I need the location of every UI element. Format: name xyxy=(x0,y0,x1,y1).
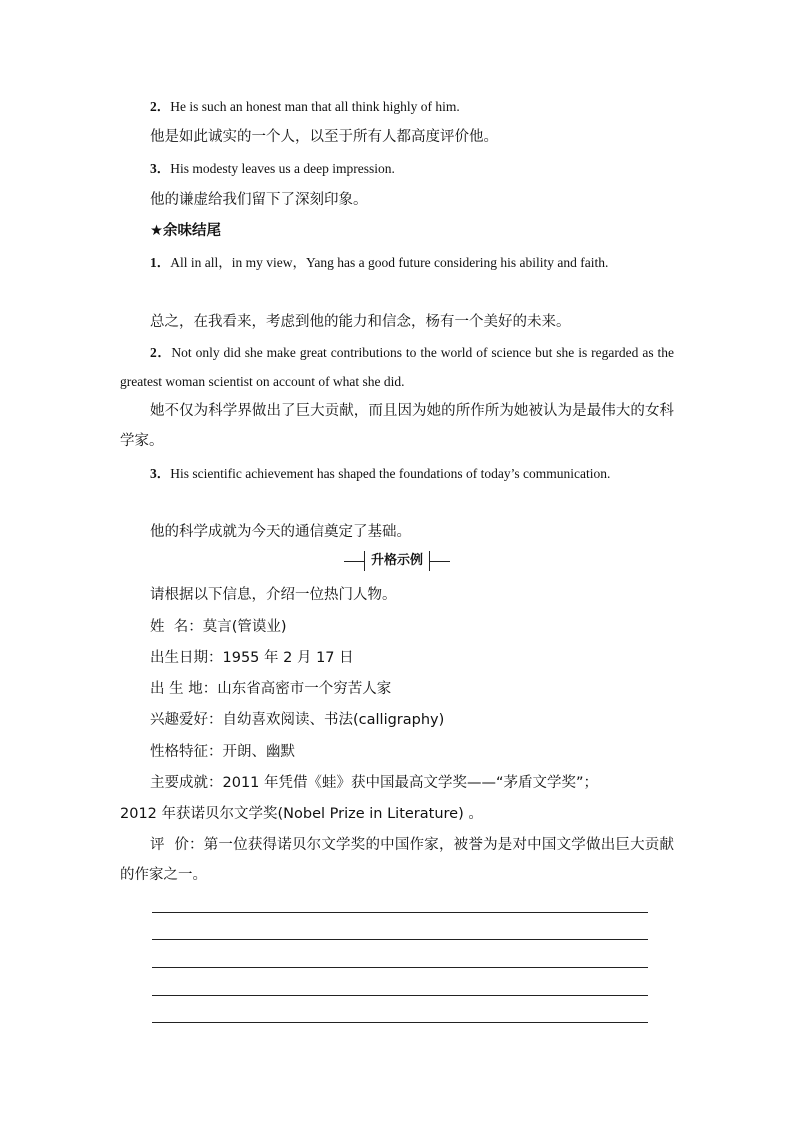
section-heading-ending: ★余味结尾 xyxy=(150,223,221,239)
info-birthplace: 出 生 地：山东省高密市一个穷苦人家 xyxy=(150,681,392,697)
writing-line[interactable] xyxy=(152,995,648,996)
ending-en-2 xyxy=(120,338,674,396)
level-up-example-banner xyxy=(344,550,450,572)
ending-en-1 xyxy=(120,248,674,277)
sentence-text: He is such an honest man that all think highly of him. xyxy=(170,99,460,114)
writing-line[interactable] xyxy=(152,912,648,913)
writing-line[interactable] xyxy=(152,1022,648,1023)
sentence-number: 3． xyxy=(150,161,171,176)
sentence-text: His modesty leaves us a deep impression. xyxy=(170,161,395,176)
sentence-number: 3． xyxy=(150,466,171,481)
info-achievement-line1: 主要成就：2011 年凭借《蛙》获中国最高文学奖——“茅盾文学奖”； xyxy=(150,775,599,791)
sentence-text: All in all，in my view，Yang has a good future considering his ability and faith. xyxy=(170,255,609,270)
banner-label: 升格示例 xyxy=(364,551,430,571)
info-hobbies: 兴趣爱好：自幼喜欢阅读、书法(calligraphy) xyxy=(150,712,445,728)
writing-line[interactable] xyxy=(152,939,648,940)
info-birthday: 出生日期：1955 年 2 月 17 日 xyxy=(150,650,354,666)
sentence-number: 1． xyxy=(150,255,171,270)
sentence-en-2 xyxy=(120,92,674,121)
info-achievement-line2: 2012 年获诺贝尔文学奖(Nobel Prize in Literature) 。 xyxy=(120,806,483,822)
info-evaluation: 评 价：第一位获得诺贝尔文学奖的中国作家，被誉为是对中国文学做出巨大贡献的作家之一。 xyxy=(120,837,674,883)
sentence-text: His scientific achievement has shaped the foundations of today’s communication. xyxy=(170,466,611,481)
info-name: 姓 名：莫言(管谟业) xyxy=(150,619,287,635)
writing-line[interactable] xyxy=(152,967,648,968)
sentence-text: Not only did she make great contributions to the world of science but she is regarded as the greatest woman scientist on account of what she did. xyxy=(120,345,675,389)
ending-en-3 xyxy=(120,459,674,488)
sentence-number: 2． xyxy=(150,345,172,360)
sentence-zh-3: 他的谦虚给我们留下了深刻印象。 xyxy=(150,192,368,208)
ending-zh-3: 他的科学成就为今天的通信奠定了基础。 xyxy=(150,524,411,540)
ending-zh-2: 她不仅为科学界做出了巨大贡献，而且因为她的所作所为她被认为是最伟大的女科学家。 xyxy=(120,403,674,449)
sentence-zh-2: 他是如此诚实的一个人，以至于所有人都高度评价他。 xyxy=(150,129,498,145)
task-instruction: 请根据以下信息，介绍一位热门人物。 xyxy=(150,587,397,603)
sentence-en-3 xyxy=(120,154,674,183)
sentence-number: 2． xyxy=(150,99,171,114)
ending-zh-1: 总之，在我看来，考虑到他的能力和信念，杨有一个美好的未来。 xyxy=(150,314,571,330)
info-character: 性格特征：开朗、幽默 xyxy=(150,744,295,760)
